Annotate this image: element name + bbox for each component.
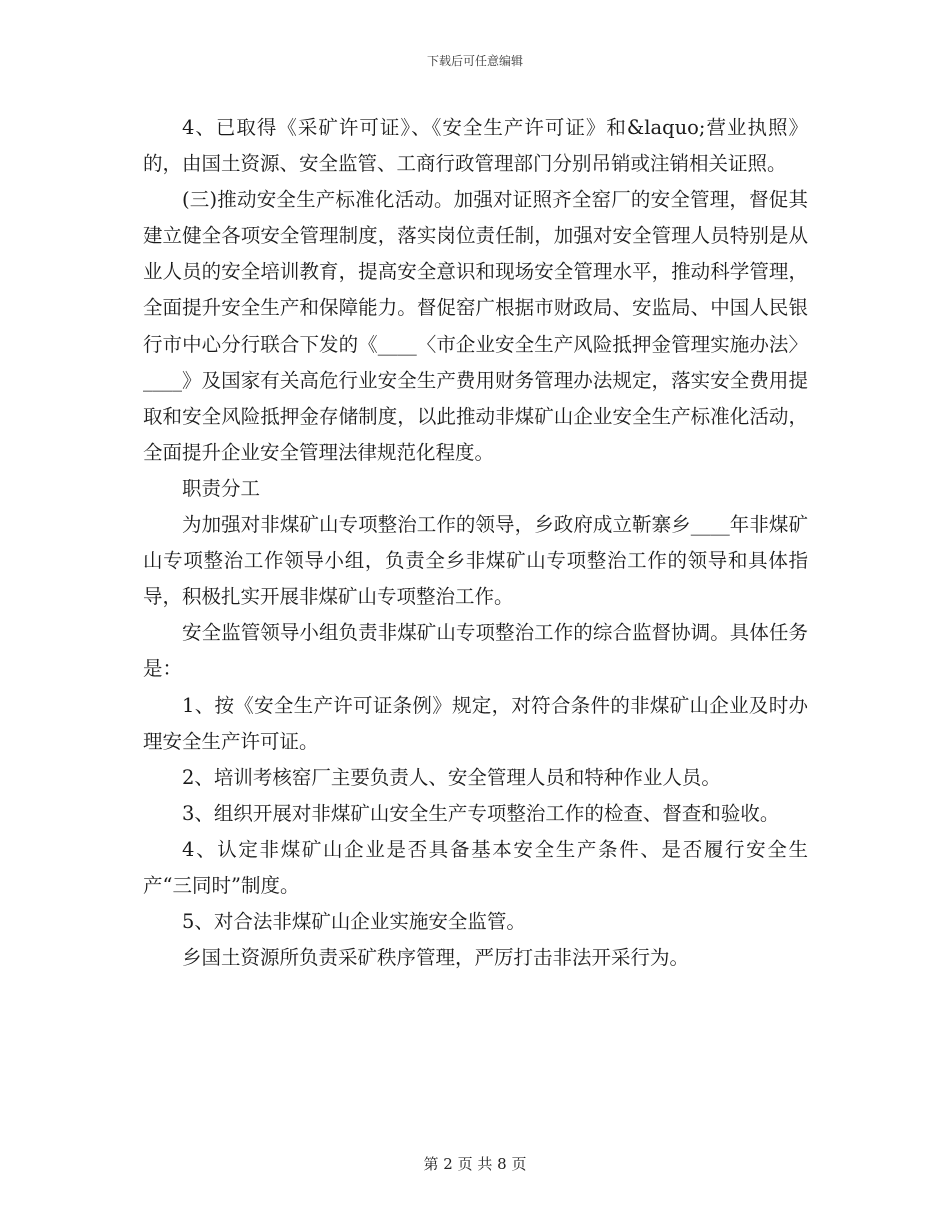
paragraph-leading-group: 为加强对非煤矿山专项整治工作的领导，乡政府成立靳寨乡____年非煤矿山专项整治工作领导小组，负责全乡非煤矿山专项整治工作的领导和具体指导，积极扎实开展非煤矿山专项整治工作。 [143, 513, 808, 609]
page-header: 下载后可任意编辑 [426, 54, 523, 68]
page-number: 第 2 页 共 8 页 [423, 1155, 527, 1173]
list-item-3: 3、组织开展对非煤矿山安全生产专项整治工作的检查、督查和验收。 [182, 801, 780, 825]
list-item-4: 4、认定非煤矿山企业是否具备基本安全生产条件、是否履行安全生产“三同时”制度。 [143, 837, 808, 897]
paragraph-revoke-licenses: 4、已取得《采矿许可证》、《安全生产许可证》和&laquo;营业执照》的，由国土资源、安全监管、工商行政管理部门分别吊销或注销相关证照。 [143, 116, 808, 176]
document-body [143, 110, 808, 976]
section-heading-responsibilities: 职责分工 [182, 476, 261, 500]
list-item-1: 1、按《安全生产许可证条例》规定，对符合条件的非煤矿山企业及时办理安全生产许可证。 [143, 693, 808, 753]
list-item-2: 2、培训考核窑厂主要负责人、安全管理人员和特种作业人员。 [182, 765, 721, 789]
paragraph-safety-supervision: 安全监管领导小组负责非煤矿山专项整治工作的综合监督协调。具体任务是： [143, 621, 808, 681]
paragraph-standardization: (三)推动安全生产标准化活动。加强对证照齐全窑厂的安全管理，督促其建立健全各项安全管理制度，落实岗位责任制，加强对安全管理人员特别是从业人员的安全培训教育，提高安全意识和现场安全管理水平，推动科学管理，全面提升安全生产和保障能力。督促窑广根据市财政局、安监局、中国人民银行市中心分行联合下发的《____〈市企业安全生产风险抵押金管理实施办法〉____》及国家有关高危行业安全生产费用财务管理办法规定，落实安全费用提取和安全风险抵押金存储制度，以此推动非煤矿山企业安全生产标准化活动，全面提升企业安全管理法律规范化程度。 [143, 188, 808, 464]
paragraph-land-resources: 乡国土资源所负责采矿秩序管理，严厉打击非法开采行为。 [182, 946, 690, 970]
list-item-5: 5、对合法非煤矿山企业实施安全监管。 [182, 910, 526, 934]
